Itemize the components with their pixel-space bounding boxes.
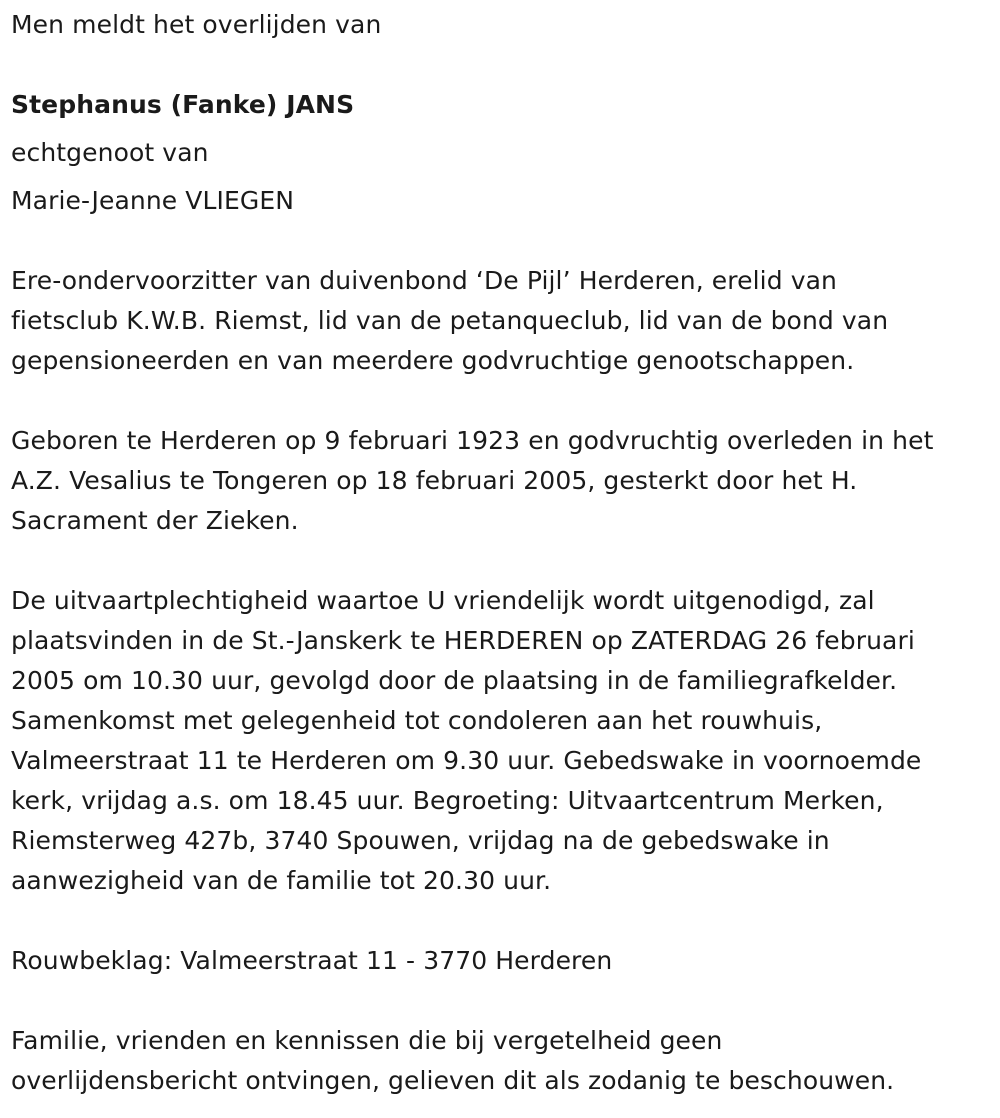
paragraph-line: Geboren te Herderen op 9 februari 1923 en godvruchtig overleden in het: [11, 426, 934, 455]
paragraph-line: gepensioneerden en van meerdere godvruchtige genootschappen.: [11, 346, 855, 375]
paragraph-line: plaatsvinden in de St.-Janskerk te HERDEREN op ZATERDAG 26 februari: [11, 626, 915, 655]
paragraph-line: Sacrament der Zieken.: [11, 506, 299, 535]
paragraph-line: A.Z. Vesalius te Tongeren op 18 februari 2005, gesterkt door het H.: [11, 466, 858, 495]
relation-label: echtgenoot van: [11, 138, 209, 167]
intro-line: Men meldt het overlijden van: [11, 10, 382, 39]
paragraph-line: fietsclub K.W.B. Riemst, lid van de petanqueclub, lid van de bond van: [11, 306, 889, 335]
spouse-name: Marie-Jeanne VLIEGEN: [11, 186, 295, 215]
deceased-name: Stephanus (Fanke) JANS: [11, 90, 355, 119]
paragraph-line: Valmeerstraat 11 te Herderen om 9.30 uur. Gebedswake in voornoemde: [11, 746, 922, 775]
paragraph-line: Samenkomst met gelegenheid tot condoleren aan het rouwhuis,: [11, 706, 823, 735]
mourning-address: Rouwbeklag: Valmeerstraat 11 - 3770 Herderen: [11, 946, 613, 975]
paragraph-line: kerk, vrijdag a.s. om 18.45 uur. Begroeting: Uitvaartcentrum Merken,: [11, 786, 884, 815]
paragraph-line: De uitvaartplechtigheid waartoe U vriendelijk wordt uitgenodigd, zal: [11, 586, 875, 615]
paragraph-line: 2005 om 10.30 uur, gevolgd door de plaatsing in de familiegrafkelder.: [11, 666, 898, 695]
paragraph-line: aanwezigheid van de familie tot 20.30 uur.: [11, 866, 552, 895]
paragraph-line: Familie, vrienden en kennissen die bij vergetelheid geen: [11, 1026, 723, 1055]
paragraph-line: Riemsterweg 427b, 3740 Spouwen, vrijdag na de gebedswake in: [11, 826, 830, 855]
paragraph-line: overlijdensbericht ontvingen, gelieven dit als zodanig te beschouwen.: [11, 1066, 895, 1095]
paragraph-line: Ere-ondervoorzitter van duivenbond ‘De Pijl’ Herderen, erelid van: [11, 266, 837, 295]
